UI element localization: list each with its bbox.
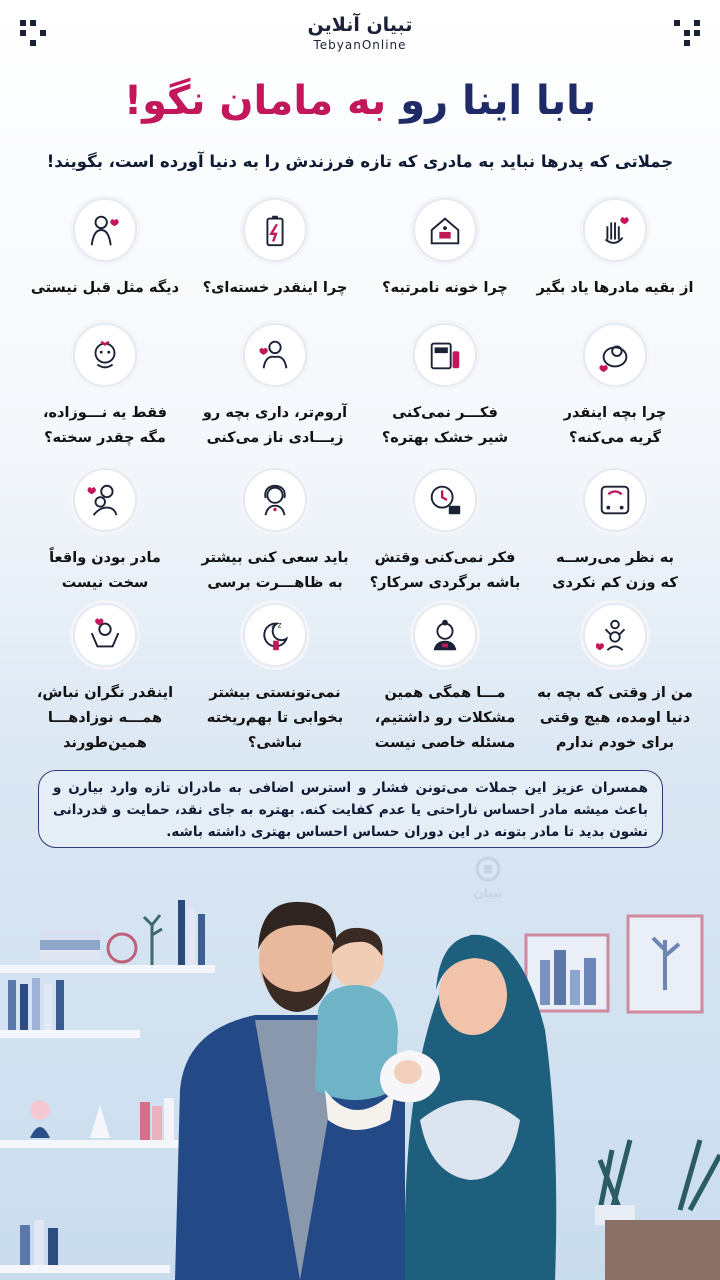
phrase-card-10 <box>360 468 530 596</box>
phrase-text: اینقدر نگران نباش، همـــه نوزادهـــا همین‌طورند <box>36 685 174 751</box>
svg-text:z z: z z <box>271 620 282 630</box>
phrase-text: دیگه مثل قبل نیستی <box>30 280 180 296</box>
brand-logo <box>0 14 720 52</box>
title-part-1: بابا اینا رو <box>386 78 597 124</box>
watermark-text: تبیان <box>473 886 503 900</box>
logo-english: TebyanOnline <box>313 38 407 52</box>
phrase-card-2 <box>360 198 530 301</box>
logo-persian: تبیان آنلاین <box>307 14 413 36</box>
page-title <box>0 78 720 124</box>
phrase-card-6 <box>360 323 530 451</box>
phrase-text: باید سعی کنی بیشتر به ظاهـــرت برسی <box>201 550 349 591</box>
phrase-card-7 <box>190 323 360 451</box>
phrase-text: چرا خونه نامرتبه؟ <box>382 280 508 296</box>
family-illustration <box>0 880 720 1280</box>
phrase-card-16 <box>20 603 190 756</box>
weight-scale-icon <box>583 468 647 532</box>
phrase-text: مـــا همگی همین مشکلات رو داشتیم، مسئله خاصی نیست <box>374 685 516 751</box>
baby-face-icon <box>73 323 137 387</box>
formula-milk-icon <box>413 323 477 387</box>
woman-portrait-icon <box>243 468 307 532</box>
phrase-card-9 <box>530 468 700 596</box>
plants <box>595 1140 720 1280</box>
phrase-text: از بقیه مادرها یاد بگیر <box>536 280 694 296</box>
phrase-card-14 <box>360 603 530 756</box>
title-part-2: به مامان نگو! <box>123 78 387 124</box>
advice-note: همسران عزیز این جملات می‌تونن فشار و استرس اضافی به مادران تازه وارد بیارن و باعث میشه مادر احساس ناراحتی یا عدم کفایت کنه. بهتره به جای نقد، حمایت و قدردانی نشون بدید تا مادر بتونه در این دوران حساس احساس بهتری داشته باشه. <box>38 770 663 848</box>
phrase-card-4 <box>20 198 190 301</box>
phrase-card-1 <box>530 198 700 301</box>
phrase-card-15 <box>190 603 360 756</box>
clock-briefcase-icon <box>413 468 477 532</box>
phrase-card-11 <box>190 468 360 596</box>
phrase-card-5 <box>530 323 700 451</box>
mother-figure <box>380 935 556 1280</box>
mother-child-icon <box>73 468 137 532</box>
low-battery-icon <box>243 198 307 262</box>
hands-holding-baby-icon <box>73 603 137 667</box>
dad-lifting-baby-icon <box>583 603 647 667</box>
phrase-text: نمی‌تونستی بیشتر بخوابی تا بهم‌ریخته نباشی؟ <box>206 685 344 751</box>
phrase-text: فکـــر نمی‌کنی شیر خشک بهتره؟ <box>381 405 509 446</box>
page-subtitle: جملاتی که پدرها نباید به مادری که تازه فرزندش را به دنیا آورده است، بگویند! <box>46 152 674 171</box>
phrase-card-3 <box>190 198 360 301</box>
mother-holding-baby-icon <box>73 198 137 262</box>
phrase-text: من از وقتی که بچه به دنیا اومده، هیچ وقتی برای خودم ندارم <box>537 685 693 751</box>
hands-heart-icon <box>583 198 647 262</box>
phrase-text: چرا بچه اینقدر گریه می‌کنه؟ <box>563 405 667 446</box>
phrase-text: به نظر می‌رســه که وزن کم نکردی <box>552 550 678 591</box>
swaddled-baby-icon <box>583 323 647 387</box>
phrase-card-8 <box>20 323 190 451</box>
phrase-card-13 <box>530 603 700 756</box>
watermark-icon <box>475 856 501 882</box>
cuddling-baby-icon <box>243 323 307 387</box>
messy-house-icon <box>413 198 477 262</box>
phrase-text: آروم‌تر، داری بچه رو زیـــادی ناز می‌کنی <box>202 405 348 446</box>
phrase-text: فقط یه نـــوزاده، مگه چقدر سخته؟ <box>42 405 168 446</box>
phrase-text: مادر بودن واقعاً سخت نیست <box>49 550 161 591</box>
grandma-icon <box>413 603 477 667</box>
phrase-text: چرا اینقدر خسته‌ای؟ <box>202 280 348 296</box>
sleepy-moon-icon <box>243 603 307 667</box>
phrase-card-12 <box>20 468 190 596</box>
wall-frames <box>526 916 702 1012</box>
phrase-text: فکر نمی‌کنی وقتش باشه برگردی سرکار؟ <box>369 550 521 591</box>
